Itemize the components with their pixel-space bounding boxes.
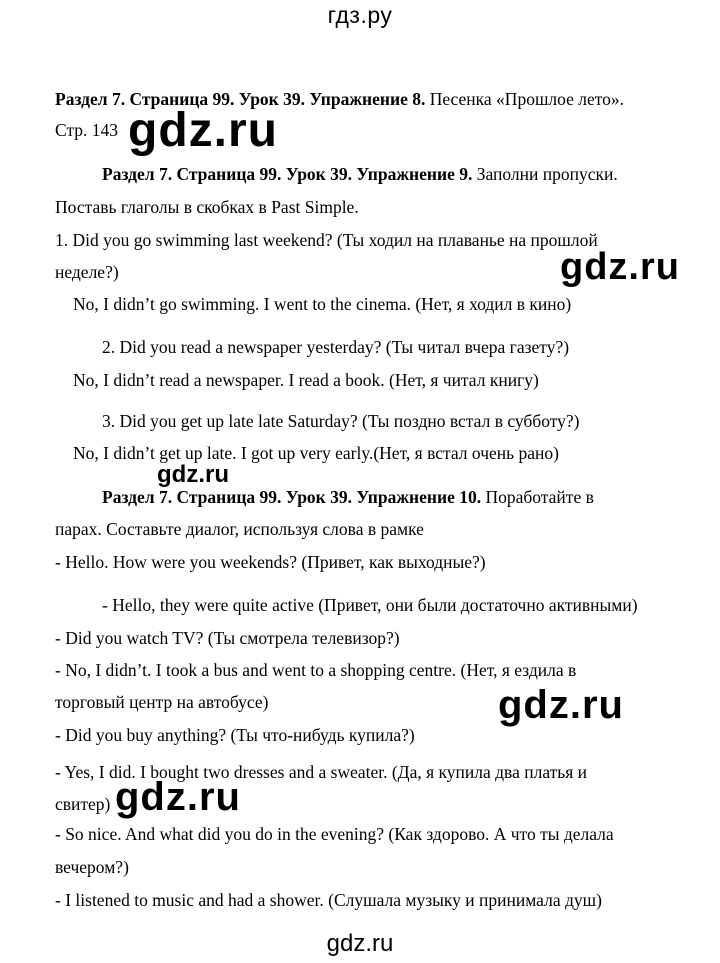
dialog-line-3: - Did you watch TV? (Ты смотрела телевизор?)	[55, 628, 400, 648]
exercise-9-line-3: No, I didn’t go swimming. I went to the cinema. (Нет, я ходил в кино)	[73, 294, 572, 314]
exercise-10-text: Поработайте в	[481, 487, 594, 507]
exercise-9-text: Заполни пропуски.	[472, 164, 618, 184]
dialog-line-2: - Hello, they were quite active (Привет, они были достаточно активными)	[102, 595, 638, 615]
dialog-line-4: - No, I didn’t. I took a bus and went to a shopping centre. (Нет, я ездила в	[55, 660, 577, 680]
watermark-logo: gdz.ru	[128, 104, 278, 157]
dialog-line-11: - I listened to music and had a shower. (Слушала музыку и принимала душ)	[55, 890, 602, 910]
exercise-9-line-1: 1. Did you go swimming last weekend? (Ты ходил на плаванье на прошлой	[55, 230, 598, 250]
dialog-line-1: - Hello. How were you weekends? (Привет, как выходные?)	[55, 552, 486, 572]
dialog-line-5: торговый центр на автобусе)	[55, 692, 269, 712]
exercise-8-text: Песенка «Прошлое лето».	[425, 89, 625, 109]
exercise-8-heading: Раздел 7. Страница 99. Урок 39. Упражнение 8.	[55, 89, 426, 109]
exercise-10-line	[102, 486, 594, 508]
exercise-9-line-5: No, I didn’t read a newspaper. I read a book. (Нет, я читал книгу)	[73, 370, 539, 390]
site-header: гдз.ру	[327, 2, 393, 28]
site-footer: gdz.ru	[326, 930, 394, 957]
dialog-line-7: - Yes, I did. I bought two dresses and a sweater. (Да, я купила два платья и	[55, 762, 588, 782]
dialog-line-6: - Did you buy anything? (Ты что-нибудь купила?)	[55, 725, 415, 745]
dialog-line-10: вечером?)	[55, 857, 129, 877]
exercise-9-line-7: No, I didn’t get up late. I got up very early.(Нет, я встал очень рано)	[73, 443, 559, 463]
exercise-9-line-2: неделе?)	[55, 262, 119, 282]
exercise-9-line-4: 2. Did you read a newspaper yesterday? (Ты читал вчера газету?)	[102, 337, 570, 357]
exercise-10-heading: Раздел 7. Страница 99. Урок 39. Упражнение 10.	[102, 487, 482, 507]
exercise-10-text-2: парах. Составьте диалог, используя слова в рамке	[55, 519, 424, 539]
dialog-line-8: свитер)	[55, 794, 111, 814]
watermark-logo: gdz.ru	[115, 775, 241, 819]
watermark-logo: gdz.ru	[560, 246, 680, 288]
dialog-line-9: - So nice. And what did you do in the evening? (Как здорово. А что ты делала	[55, 824, 614, 844]
exercise-9-heading: Раздел 7. Страница 99. Урок 39. Упражнение 9.	[102, 164, 473, 184]
watermark-logo: gdz.ru	[157, 461, 229, 488]
exercise-8-page-ref: Стр. 143	[55, 120, 119, 140]
exercise-9-text-2: Поставь глаголы в скобках в Past Simple.	[55, 197, 359, 217]
exercise-9-line-6: 3. Did you get up late late Saturday? (Ты поздно встал в субботу?)	[102, 411, 580, 431]
watermark-logo: gdz.ru	[498, 683, 624, 727]
exercise-9-line	[102, 163, 618, 185]
